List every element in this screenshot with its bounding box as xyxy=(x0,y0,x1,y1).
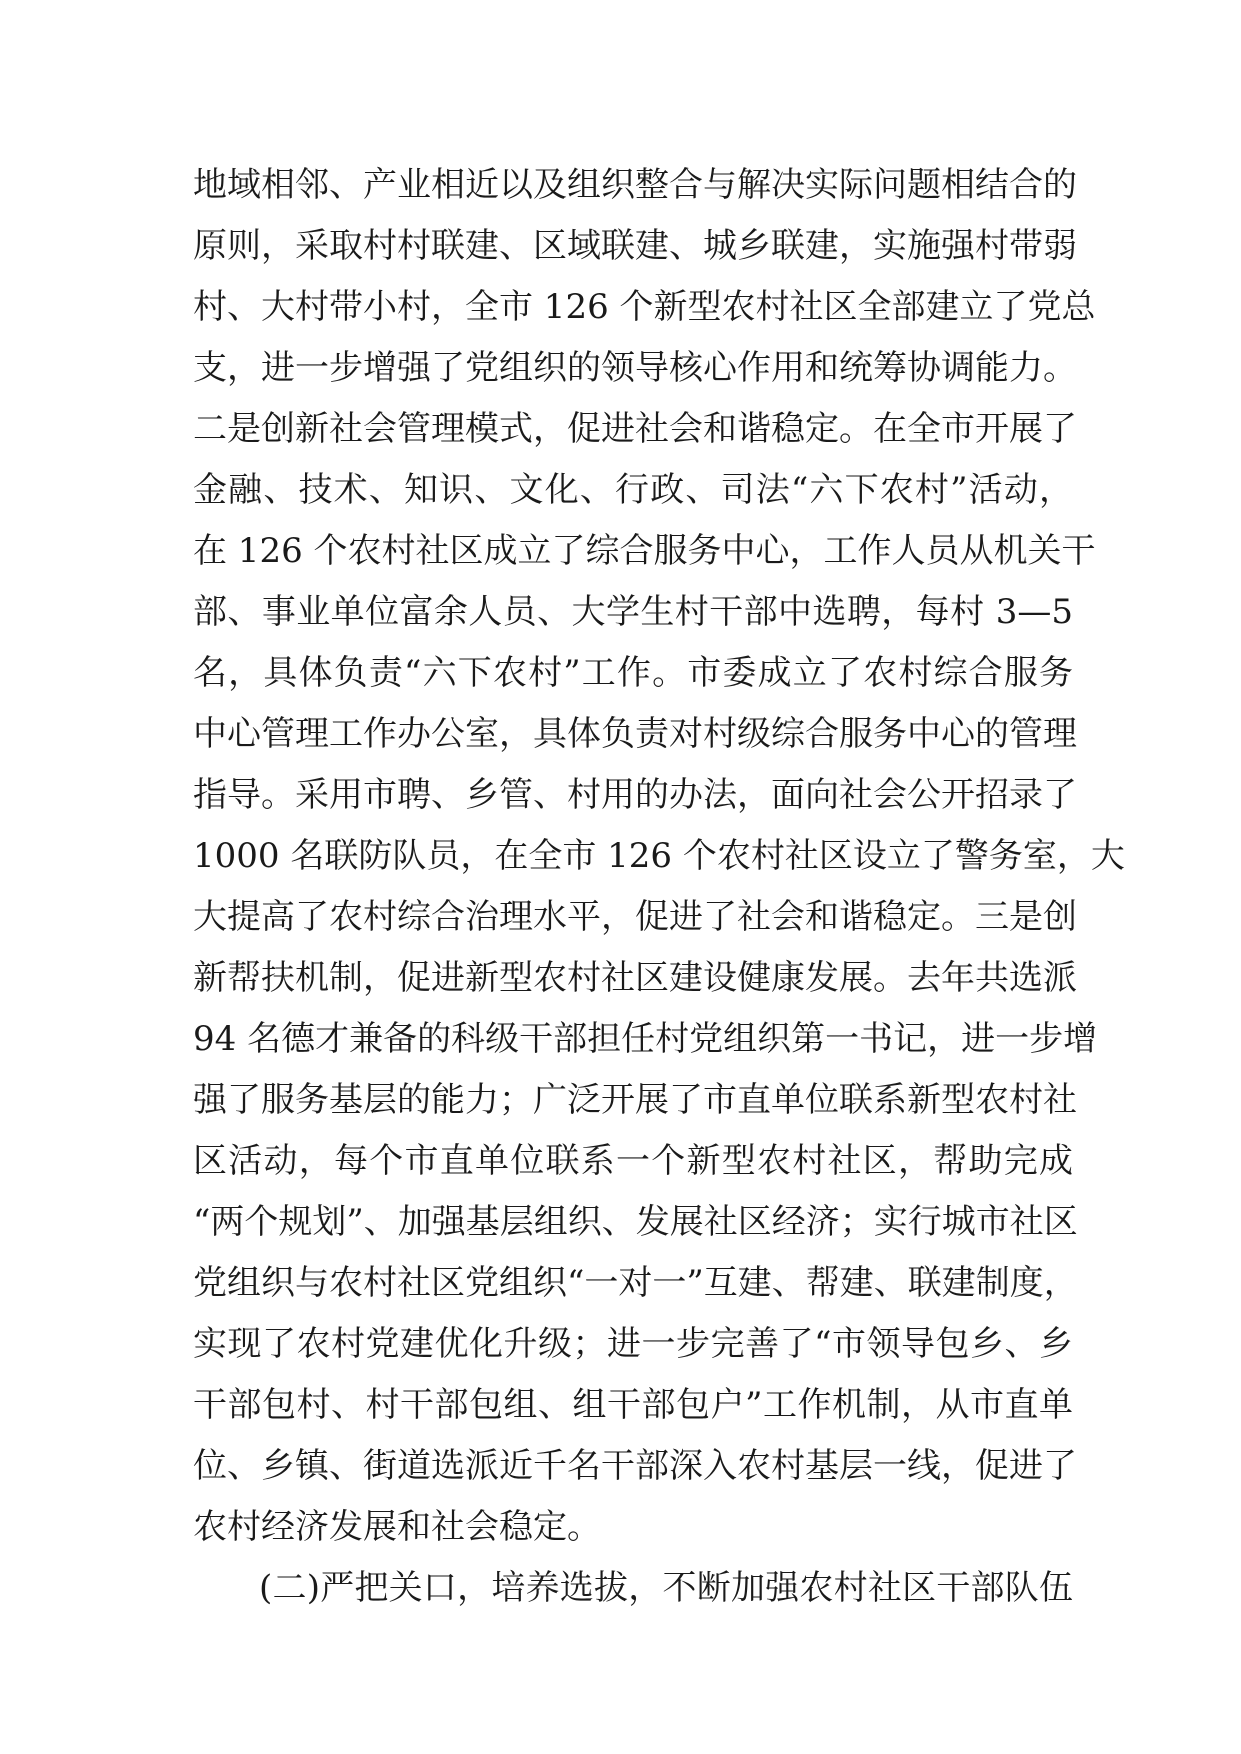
text-line: 位、乡镇、街道选派近千名干部深入农村基层一线，促进了 xyxy=(193,1446,1077,1486)
text-line: 党组织与农村社区党组织“一对一”互建、帮建、联建制度， xyxy=(193,1263,1078,1303)
text-line: 支，进一步增强了党组织的领导核心作用和统筹协调能力。 xyxy=(193,348,1077,388)
text-line: 在 126 个农村社区成立了综合服务中心，工作人员从机关干 xyxy=(193,531,1096,571)
text-line: 农村经济发展和社会稳定。 xyxy=(193,1507,601,1547)
text-line: 名，具体负责“六下农村”工作。市委成立了农村综合服务 xyxy=(193,653,1073,693)
text-line: 新帮扶机制，促进新型农村社区建设健康发展。去年共选派 xyxy=(193,958,1077,998)
text-line: 中心管理工作办公室，具体负责对村级综合服务中心的管理 xyxy=(193,714,1077,754)
text-line: 1000 名联防队员，在全市 126 个农村社区设立了警务室，大 xyxy=(193,836,1125,876)
text-line: 区活动，每个市直单位联系一个新型农村社区，帮助完成 xyxy=(193,1141,1073,1181)
text-line: 大提高了农村综合治理水平，促进了社会和谐稳定。三是创 xyxy=(193,897,1077,937)
section-heading: (二)严把关口，培养选拔，不断加强农村社区干部队伍 xyxy=(259,1568,1073,1608)
text-line: 94 名德才兼备的科级干部担任村党组织第一书记，进一步增 xyxy=(193,1019,1098,1059)
text-line: 部、事业单位富余人员、大学生村干部中选聘，每村 3—5 xyxy=(193,592,1073,632)
text-line: 干部包村、村干部包组、组干部包户”工作机制，从市直单 xyxy=(193,1385,1073,1425)
text-line: 村、大村带小村，全市 126 个新型农村社区全部建立了党总 xyxy=(193,287,1096,327)
text-line: 强了服务基层的能力；广泛开展了市直单位联系新型农村社 xyxy=(193,1080,1077,1120)
text-line: “两个规划”、加强基层组织、发展社区经济；实行城市社区 xyxy=(193,1202,1078,1242)
text-line: 实现了农村党建优化升级；进一步完善了“市领导包乡、乡 xyxy=(193,1324,1073,1364)
text-line: 原则，采取村村联建、区域联建、城乡联建，实施强村带弱 xyxy=(193,226,1077,266)
text-line: 二是创新社会管理模式，促进社会和谐稳定。在全市开展了 xyxy=(193,409,1077,449)
text-line: 金融、技术、知识、文化、行政、司法“六下农村”活动， xyxy=(193,470,1073,510)
text-line: 指导。采用市聘、乡管、村用的办法，面向社会公开招录了 xyxy=(193,775,1077,815)
text-line: 地域相邻、产业相近以及组织整合与解决实际问题相结合的 xyxy=(193,165,1077,205)
body-text xyxy=(193,155,1125,1619)
